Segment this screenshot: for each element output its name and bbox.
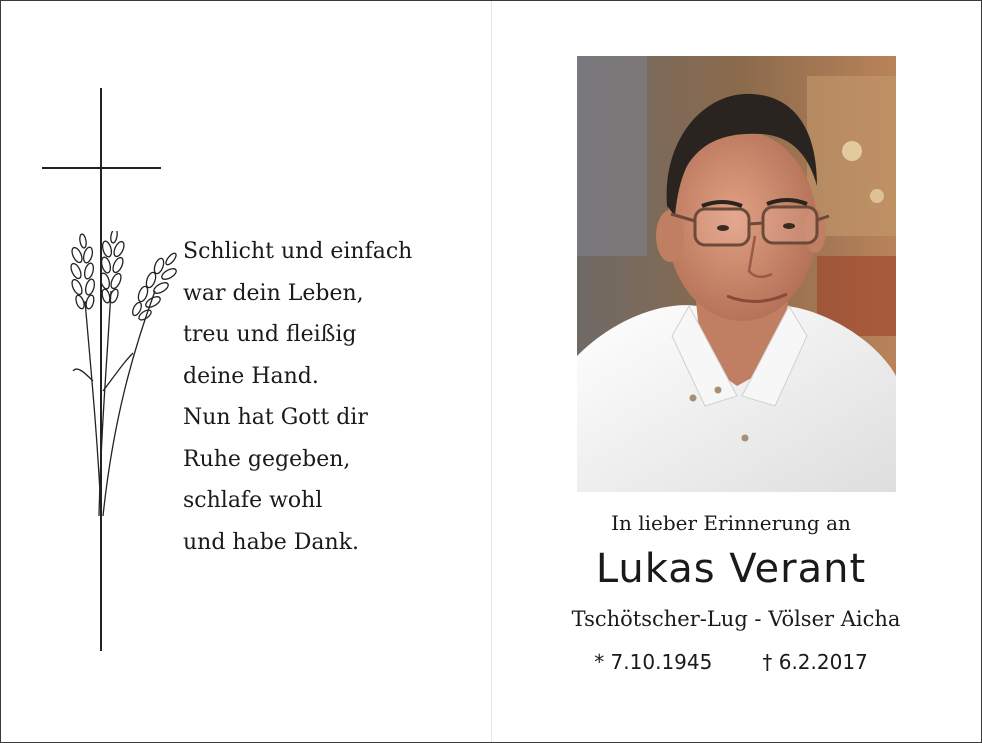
poem [183,231,473,563]
poem-line: treu und fleißig [183,322,357,347]
card-fold-divider [491,1,492,742]
wheat-icon [63,231,181,521]
birth-date: * 7.10.1945 [594,650,713,674]
death-date: † 6.2.2017 [762,650,868,674]
poem-line: und habe Dank. [183,529,360,555]
poem-line: schlafe wohl [183,488,323,513]
portrait-photo [577,56,896,492]
deceased-name: Lukas Verant [595,546,867,592]
poem-line: Schlicht und einfach [183,239,413,264]
poem-line: deine Hand. [183,363,319,389]
deceased-place: Tschötscher-Lug - Völser Aicha [571,607,901,631]
life-dates [531,647,931,677]
cross-icon-crossbar [42,167,161,169]
memorial-intro: In lieber Erinnerung an [611,511,851,535]
poem-line: war dein Leben, [183,280,364,306]
poem-line: Nun hat Gott dir [183,405,368,430]
poem-line: Ruhe gegeben, [183,446,351,472]
